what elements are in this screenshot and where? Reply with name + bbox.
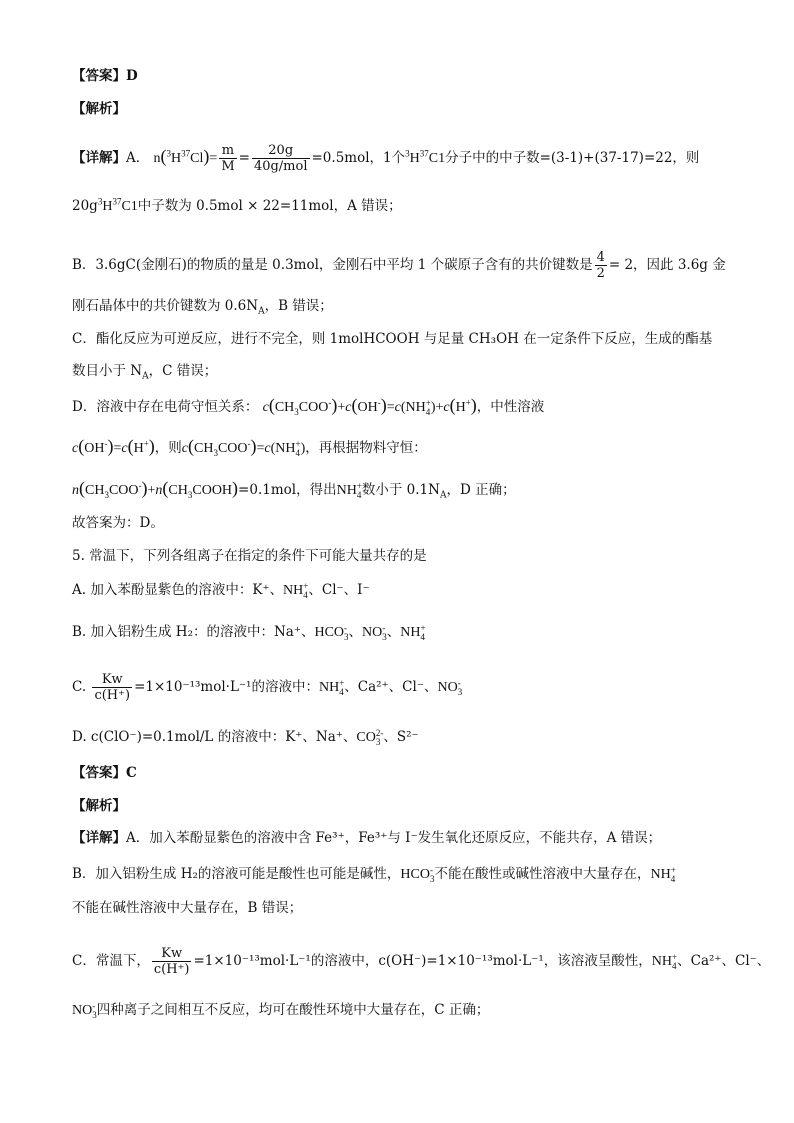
detail2-line-c: 不能在碱性溶液中大量存在，B 错误； — [72, 900, 303, 916]
formula-moles: $n(^3H^{37}Cl)=$ — [153, 146, 218, 166]
formula-hcl-2: $^3H^{37}C1$ — [97, 196, 138, 214]
analysis-heading-2: 【解析】 — [72, 798, 126, 814]
fraction-kw-over-h-2: $\frac{Kw}{c(H^+)}$ — [153, 946, 190, 977]
answer-heading-1: 【答案】D — [72, 68, 138, 84]
detail-line-h: c(OH-)=c(H+)，则$c(CH_3COO^-)=c(NH$ + 4 )，再根据物料守恒： — [72, 436, 427, 458]
detail-conclusion: 故答案为：D。 — [72, 515, 164, 531]
option-d: D. c(ClO⁻)=0.1mol/L 的溶液中：K⁺、Na⁺、CO 2- 3 、S²⁻ — [72, 728, 419, 747]
detail-line-c: B．3.6gC(金刚石)的物质的量是 0.3mol，金刚石中平均 1 个碳原子含有的共价键数是 $\frac{4}{2}$ = 2，因此 3.6g 金 — [72, 250, 726, 281]
neutral-equation: c(OH-)=c(H+) — [72, 436, 155, 456]
analysis-heading-1: 【解析】 — [72, 101, 126, 117]
option-a: A. 加入苯酚显紫色的溶液中：K⁺、NH + 4 、Cl⁻、I⁻ — [72, 581, 370, 600]
detail2-line-e: NO - 3 四种离子之间相互不反应，均可在酸性环境中大量存在，C 正确； — [72, 1001, 490, 1020]
detail2-line-b: B．加入铝粉生成 H₂的溶液可能是酸性也可能是碱性，HCO - 3 不能在酸性或碱性溶液中大量存在，NH + 4 — [72, 865, 676, 884]
option-c: C. $\frac{Kw}{c(H^+)}$ =1×10⁻¹³mol·L⁻¹的溶液中：NH + 4 、Ca²⁺、Cl⁻、NO - 3 — [72, 672, 463, 703]
answer-heading-2: 【答案】C — [72, 765, 137, 781]
detail-line-b: $20g^3H^{37}C1$中子数为 0.5mol × 22=11mol，A 错误； — [72, 196, 402, 214]
formula-hcl: $^3H^{37}C1$ — [405, 148, 446, 166]
detail2-line-d: C．常温下， $\frac{Kw}{c(H^+)}$ =1×10⁻¹³mol·L⁻¹的溶液中，c(OH⁻)=1×10⁻¹³mol·L⁻¹，该溶液呈酸性，NH + 4 、Ca²⁺、Cl⁻、 — [72, 946, 771, 977]
option-b: B. 加入铝粉生成 H₂：的溶液中：Na⁺、HCO - 3 、NO - 3 、NH + 4 — [72, 623, 426, 642]
detail-label: 【详解】 — [72, 150, 126, 166]
detail-line-f: 数目小于 $N_A$，C 错误； — [72, 363, 218, 382]
fraction-kw-over-h: $\frac{Kw}{c(H^+)}$ — [94, 672, 131, 703]
detail-line-i: $n(CH_3COO^-)+n(CH_3COOH)=0.1mol$，得出NH + 4 数小于 $0.1N_A$，D 正确； — [72, 478, 516, 501]
acetate-equation: $c(CH_3COO^-)=c(NH$ + 4 ) — [181, 436, 306, 458]
fraction-four-over-two: $\frac{4}{2}$ — [596, 250, 605, 281]
material-balance-equation: $n(CH_3COO^-)+n(CH_3COOH)$ — [72, 478, 239, 500]
question-5-stem: 5. 常温下，下列各组离子在指定的条件下可能大量共存的是 — [72, 548, 427, 564]
detail-label-2: 【详解】 — [72, 830, 126, 846]
detail-line-g: D．溶液中存在电荷守恒关系： $c(CH_3COO^-)+c(OH^-)=c(NH$ + 4 )+c(H+)，中性溶液 — [72, 395, 545, 417]
detail-line-d: 刚石晶体中的共价键数为 $0.6N_A$，B 错误； — [72, 298, 333, 317]
detail2-line-a: 【详解】A．加入苯酚显紫色的溶液中含 Fe³⁺，Fe³⁺与 I⁻发生氧化还原反应，不能共存，A 错误； — [72, 830, 662, 846]
fraction-mass-over-molar: $\frac{20g}{\text{40g/mol}}$ — [253, 143, 308, 174]
detail-line-a: 【详解】A． $n(^3H^{37}Cl)=$ $\frac{m}{M}$ = $\frac{20g}{\text{40g/mol}}$ =0.5mol，1个$^3H^{37}C1$分子中的中子数=(3-1)+(37-17)=22，则 — [72, 143, 700, 174]
fraction-m-over-M: $\frac{m}{M}$ — [221, 143, 235, 174]
charge-balance-equation: $c(CH_3COO^-)+c(OH^-)=c(NH$ + 4 )+c(H+) — [262, 395, 477, 417]
detail-line-e: C．酯化反应为可逆反应，进行不完全，则 1molHCOOH 与足量 CH₃OH 在一定条件下反应，生成的酯基 — [72, 331, 713, 347]
